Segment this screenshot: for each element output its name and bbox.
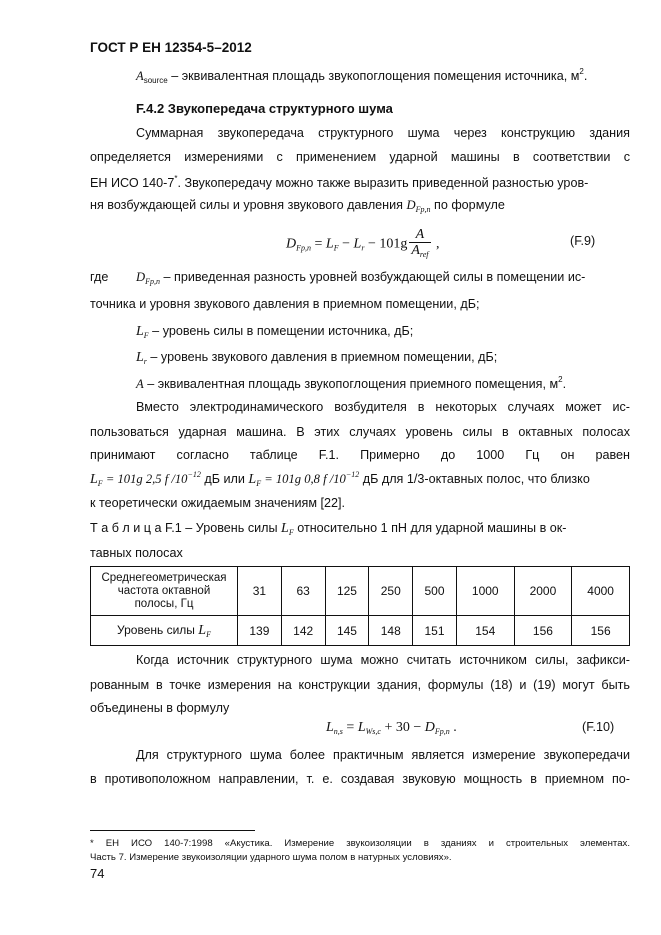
footnote-line2: Часть 7. Измерение звукоизоляции ударного шума полом в натурных условиях». (90, 852, 452, 863)
where-word: где (90, 270, 109, 284)
para2-line4 (90, 470, 590, 488)
f10-lw: L (357, 720, 366, 735)
f9-lf-sub: F (333, 243, 339, 253)
where-lr-symbol: L (136, 350, 144, 365)
f9-minus: − (338, 236, 354, 252)
where-lr (136, 350, 497, 366)
where-a (136, 375, 566, 392)
row-label-lf-sub: F (206, 629, 211, 639)
formula-f10-number: (F.10) (582, 720, 615, 734)
section-title: F.4.2 Звукопередача структурного шума (136, 101, 393, 116)
row-label-lf: L (198, 622, 207, 638)
level-cell: 145 (325, 616, 369, 646)
asource-text: – эквивалентная площадь звукопоглощения помещения источника, м (167, 69, 580, 83)
f9-numerator: A (409, 228, 430, 243)
f10-d: D (424, 720, 435, 735)
para3-line3: объединены в формулу (90, 701, 230, 715)
where-d-sub: Fp,n (145, 277, 160, 286)
where-lf (136, 324, 413, 340)
p2-formula1: = 101g 2,5 f /10 (102, 472, 188, 486)
header-label-l2: частота октавной (117, 584, 211, 597)
asource-unit-sup: 2 (579, 67, 584, 76)
f10-mid: + 30 − (380, 720, 425, 735)
freq-cell: 63 (281, 567, 325, 616)
formula-f9 (286, 228, 440, 261)
f9-lhs-sub: Fp,n (296, 243, 312, 253)
footnote-divider (90, 830, 255, 831)
f9-fraction (409, 228, 430, 261)
para4-line1: Для структурного шума более практичным является измерение звукопередачи (136, 748, 630, 762)
table-row-label (91, 616, 238, 646)
asource-symbol: A (136, 69, 144, 83)
footnote-line1: * ЕН ИСО 140-7:1998 «Акустика. Измерение звукоизоляции в зданиях и строительных элементах. (90, 838, 630, 849)
where-lr-sub: r (143, 357, 147, 366)
p2-lf2: L (248, 472, 257, 487)
p2-mid: дБ или (200, 472, 249, 486)
para1-line4 (90, 198, 505, 214)
para1-line4-text: ня возбуждающей силы и уровня звукового давления (90, 198, 407, 212)
dfpn-subscript: Fp,n (415, 205, 431, 214)
f9-log: − 101g (364, 236, 408, 252)
where-d-line2: точника и уровня звукового давления в приемном помещении, дБ; (90, 297, 480, 311)
f9-lr: L (353, 236, 362, 252)
document-code: ГОСТ Р ЕН 12354-5–2012 (90, 40, 252, 55)
table-level-row (91, 616, 630, 646)
para1-line3 (90, 174, 588, 190)
level-cell: 156 (514, 616, 572, 646)
para1-line2: определяется измерениями с применением ударной машины в соответствии с (90, 150, 630, 164)
level-cell: 148 (369, 616, 413, 646)
formula-f10 (326, 720, 457, 736)
p2-lf2-sub: F (256, 479, 262, 488)
table-header-row (91, 567, 630, 616)
where-a-symbol: A (136, 377, 144, 391)
caption-start: Т а б л и ц а F.1 – Уровень силы (90, 521, 282, 535)
where-lf-symbol: L (136, 324, 144, 339)
where-lf-text: – уровень силы в помещении источника, дБ; (148, 324, 414, 338)
para3-line2: рованным в точке измерения на конструкции здания, формулы (18) и (19) могут быть (90, 678, 630, 692)
where-a-text: – эквивалентная площадь звукопоглощения приемного помещения, м (143, 377, 559, 391)
where-lf-sub: F (143, 331, 149, 340)
f9-denominator: A (411, 243, 420, 258)
level-cell: 156 (572, 616, 630, 646)
table-header-label (91, 567, 238, 616)
para2-line3: принимают согласно таблице F.1. Примерно до 1000 Гц он равен (90, 448, 630, 462)
f10-ln: L (326, 720, 334, 735)
para1-line3-ref: ЕН ИСО 140-7 (90, 176, 175, 190)
para1-line1: Суммарная звукопередача структурного шума через конструкцию здания (136, 126, 630, 140)
level-cell: 151 (413, 616, 457, 646)
f9-denominator-sub: ref (419, 250, 429, 259)
freq-cell: 2000 (514, 567, 572, 616)
para2-line2: пользоваться ударная машина. В этих случаях уровень силы в октавных полосах (90, 425, 630, 439)
f9-lr-sub: r (361, 243, 365, 253)
f10-end: . (449, 720, 457, 735)
where-a-end: . (562, 377, 567, 391)
where-lr-text: – уровень звукового давления в приемном помещении, дБ; (146, 350, 498, 364)
f9-lhs: D (286, 236, 297, 252)
f9-tail: , (432, 236, 440, 252)
freq-cell: 1000 (456, 567, 514, 616)
p2-lf1: L (90, 472, 98, 487)
table-caption-line1 (90, 521, 566, 537)
where-d-symbol: D (136, 270, 146, 284)
level-cell: 139 (238, 616, 282, 646)
f10-lw-sub: Ws,c (365, 727, 381, 736)
para1-line4-end: по формуле (430, 198, 505, 212)
where-d-line1 (136, 270, 630, 286)
p2-formula2: = 101g 0,8 f /10 (261, 472, 346, 486)
freq-cell: 125 (325, 567, 369, 616)
level-cell: 142 (281, 616, 325, 646)
dfpn-symbol: D (406, 198, 416, 212)
page-number: 74 (90, 866, 105, 881)
header-label-l1: Среднегеометрическая (101, 571, 227, 584)
para4-line2: в противоположном направлении, т. е. создавая звуковую мощность в приемном по- (90, 772, 630, 786)
f9-eq: = (311, 236, 326, 252)
para1-line3-text: . Звукопередачу можно также выразить приведенной разностью уров- (177, 176, 589, 190)
f10-eq: = (342, 720, 358, 735)
caption-lf: L (281, 521, 289, 536)
caption-lf-sub: F (288, 528, 294, 537)
freq-cell: 500 (413, 567, 457, 616)
where-a-sup: 2 (558, 375, 563, 384)
formula-f9-number: (F.9) (570, 234, 596, 248)
freq-cell: 4000 (572, 567, 630, 616)
para2-line1: Вместо электродинамического возбудителя в некоторых случаях может ис- (136, 400, 630, 414)
footnote-marker: * (174, 174, 178, 183)
p2-formula1-sup: −12 (187, 470, 201, 479)
table-f1 (90, 566, 630, 646)
freq-cell: 31 (238, 567, 282, 616)
asource-end: . (583, 69, 588, 83)
f10-d-sub: Fp,n (434, 727, 450, 736)
p2-formula2-sup: −12 (345, 470, 360, 479)
para2-line5: к теоретически ожидаемым значениям [22]. (90, 496, 345, 510)
para3-line1: Когда источник структурного шума можно считать источником силы, зафикси- (136, 653, 630, 667)
p2-end: дБ для 1/3-октавных полос, что близко (359, 472, 590, 486)
row-label-text: Уровень силы (117, 622, 199, 637)
table-caption-line2: тавных полосах (90, 546, 183, 560)
asource-subscript: source (143, 76, 168, 85)
f10-ln-sub: n,s (333, 727, 343, 736)
level-cell: 154 (456, 616, 514, 646)
header-label-l3: полосы, Гц (134, 597, 194, 610)
caption-end: относительно 1 пН для ударной машины в ок- (293, 521, 567, 535)
where-d-text1: – приведенная разность уровней возбуждающей силы в помещении ис- (160, 270, 586, 284)
freq-cell: 250 (369, 567, 413, 616)
asource-definition (136, 67, 587, 85)
p2-lf1-sub: F (97, 479, 103, 488)
f9-lf: L (325, 236, 334, 252)
